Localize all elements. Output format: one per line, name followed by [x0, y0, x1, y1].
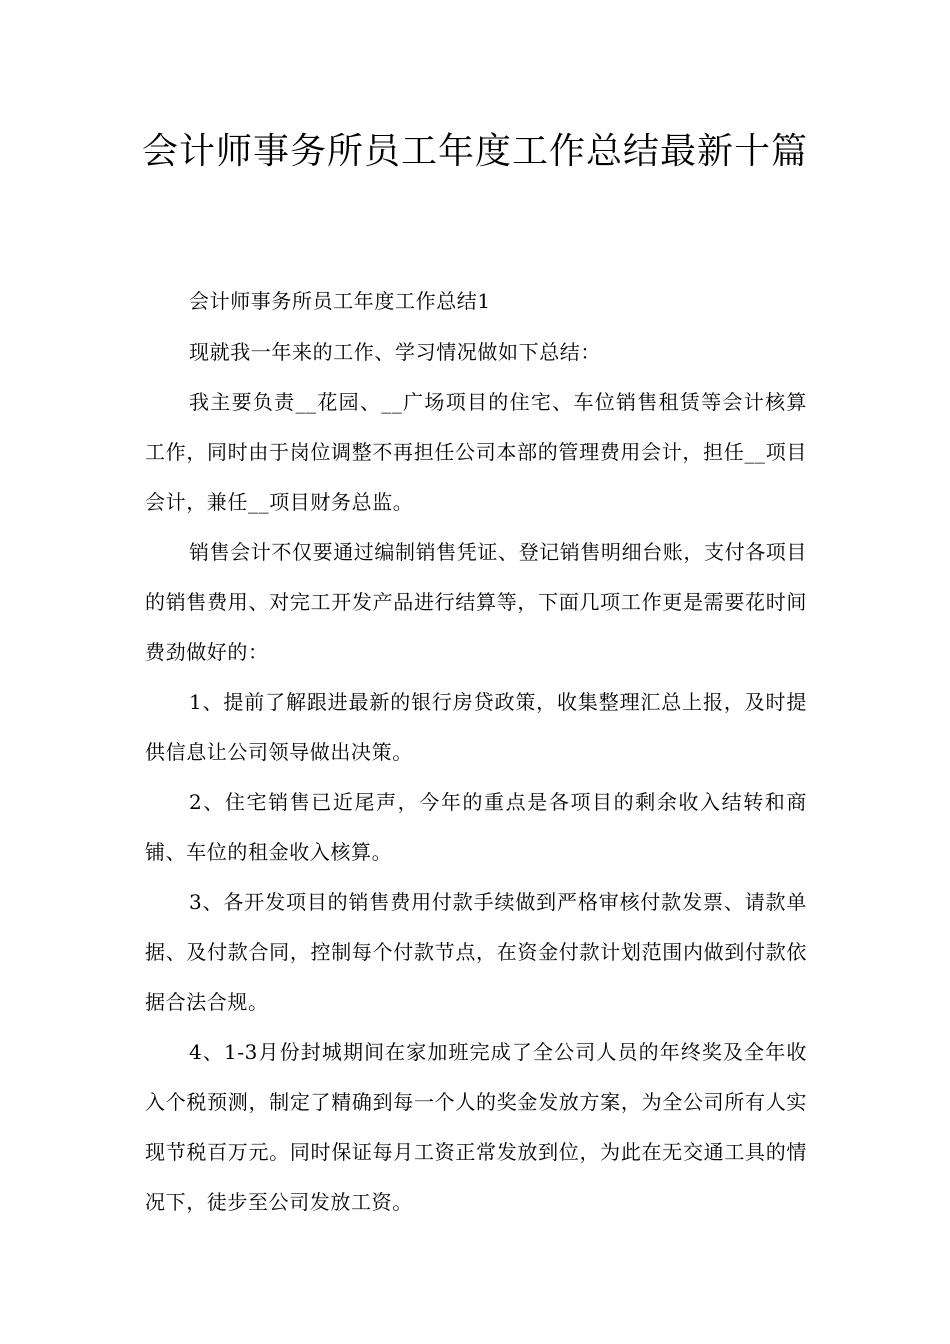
paragraph-responsibilities: 我主要负责__花园、__广场项目的住宅、车位销售租赁等会计核算工作，同时由于岗位调整不再担任公司本部的管理费用会计，担任__项目会计，兼任__项目财务总监。 — [145, 390, 807, 514]
paragraph-intro: 现就我一年来的工作、学习情况做如下总结： — [189, 340, 601, 364]
list-item-1: 1、提前了解跟进最新的银行房贷政策，收集整理汇总上报，及时提供信息让公司领导做出决策。 — [145, 690, 807, 764]
list-item-3: 3、各开发项目的销售费用付款手续做到严格审核付款发票、请款单据、及付款合同，控制每个付款节点，在资金付款计划范围内做到付款依据合法合规。 — [145, 890, 807, 1014]
document-body — [145, 277, 807, 1227]
document-title: 会计师事务所员工年度工作总结最新十篇 — [141, 131, 808, 172]
paragraph-sales-accounting: 销售会计不仅要通过编制销售凭证、登记销售明细台账，支付各项目的销售费用、对完工开发产品进行结算等，下面几项工作更是需要花时间费劲做好的： — [145, 540, 807, 664]
section-heading: 会计师事务所员工年度工作总结1 — [189, 289, 491, 313]
list-item-2: 2、住宅销售已近尾声，今年的重点是各项目的剩余收入结转和商铺、车位的租金收入核算。 — [145, 790, 807, 864]
list-item-4: 4、1-3月份封城期间在家加班完成了全公司人员的年终奖及全年收入个税预测，制定了精确到每一个人的奖金发放方案，为全公司所有人实现节税百万元。同时保证每月工资正常发放到位，为此在无交通工具的情况下，徒步至公司发放工资。 — [145, 1040, 807, 1214]
